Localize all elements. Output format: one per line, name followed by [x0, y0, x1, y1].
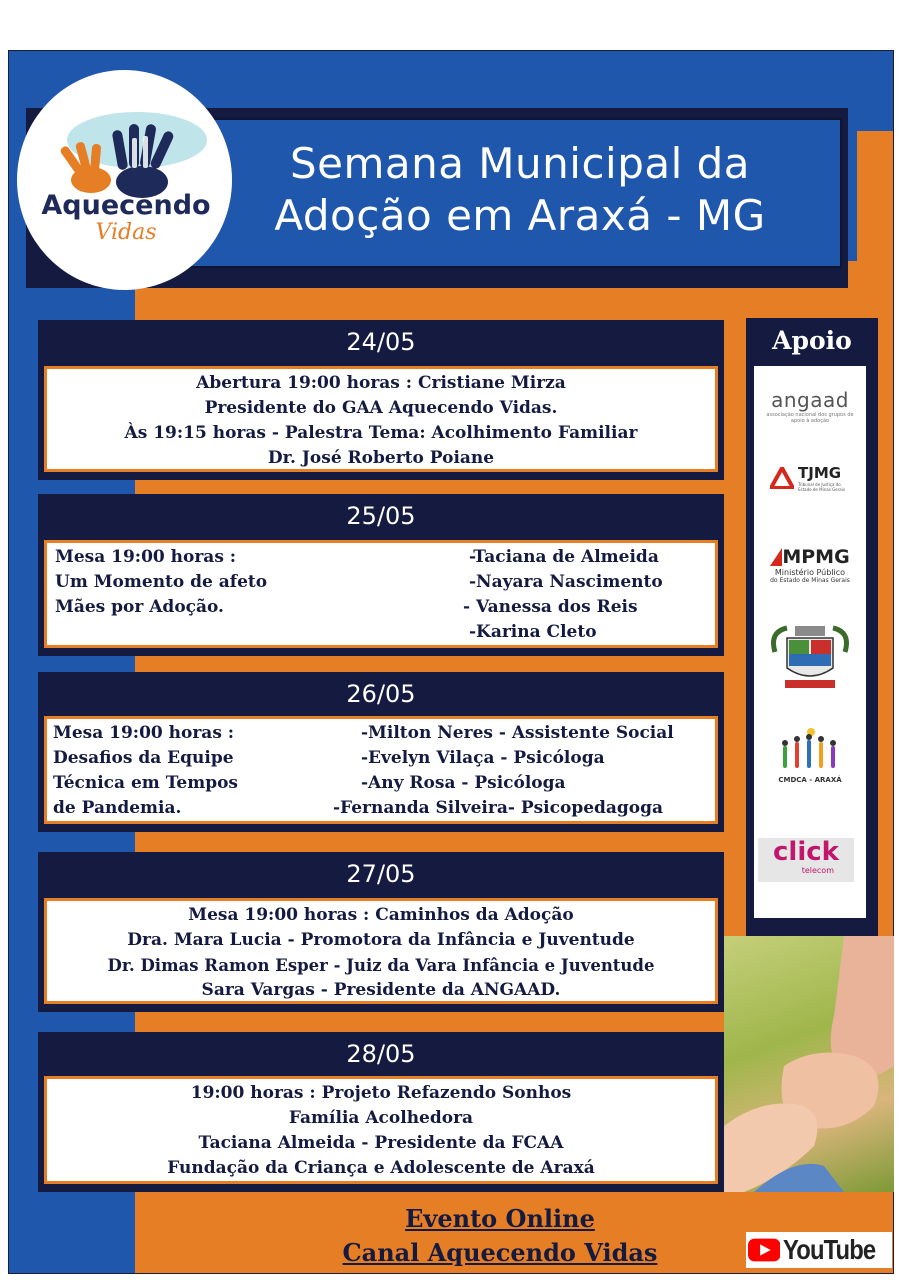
speaker-line: -Taciana de Almeida [469, 547, 659, 567]
sponsors-title: Apoio [772, 326, 852, 355]
detail-line: Dr. José Roberto Poiane [267, 448, 495, 468]
event-online-label: Evento Online [405, 1204, 595, 1233]
sponsors-panel [746, 318, 878, 936]
speaker-line: -Milton Neres - Assistente Social [361, 723, 674, 743]
logo-text-vidas: Vidas [95, 220, 157, 245]
speaker-line: -Any Rosa - Psicóloga [361, 773, 566, 793]
sponsor-tjmg-logo [760, 464, 860, 492]
title-line-1: Semana Municipal da [289, 139, 751, 188]
day-date: 25/05 [346, 502, 416, 530]
day-details [44, 898, 718, 1004]
araxa-coat-of-arms-icon [760, 622, 860, 698]
detail-line: Sara Vargas - Presidente da ANGAAD. [201, 980, 561, 1000]
detail-line: Presidente do GAA Aquecendo Vidas. [204, 398, 558, 418]
detail-line: Mesa 19:00 horas : Caminhos da Adoção [188, 905, 574, 925]
sponsor-click-logo [758, 838, 854, 882]
children-icon [775, 726, 845, 772]
topic-column [53, 721, 238, 821]
background-orange-strip [857, 131, 894, 271]
speaker-line: -Nayara Nascimento [469, 572, 663, 592]
sponsor-angaad-name: angaad [771, 388, 849, 412]
day-details [44, 540, 718, 648]
sponsor-cmdca-logo [760, 726, 860, 784]
detail-line: Taciana Almeida - Presidente da FCAA [198, 1133, 564, 1153]
detail-line: 19:00 horas : Projeto Refazendo Sonhos [190, 1083, 572, 1103]
logo [17, 70, 232, 290]
detail-line: Dr. Dimas Ramon Esper - Juiz da Vara Infância e Juventude [107, 956, 655, 975]
day-card-26-05 [38, 672, 724, 832]
day-date: 24/05 [346, 328, 416, 356]
youtube-logo[interactable] [746, 1232, 892, 1268]
topic-column [55, 545, 267, 620]
youtube-wordmark: YouTube [783, 1234, 876, 1265]
topic-line: de Pandemia. [53, 798, 182, 818]
speaker-line: -Fernanda Silveira- Psicopedagoga [333, 798, 664, 818]
detail-line: Família Acolhedora [288, 1108, 474, 1128]
speaker-line: -Evelyn Vilaça - Psicóloga [361, 748, 605, 768]
day-card-24-05 [38, 320, 724, 480]
speaker-line: - Vanessa dos Reis [463, 597, 638, 617]
logo-text-aquecendo: Aquecendo [41, 190, 211, 221]
day-card-27-05 [38, 852, 724, 1012]
day-details [44, 716, 718, 824]
topic-line: Um Momento de afeto [55, 572, 268, 592]
holding-hands-photo [724, 936, 894, 1192]
topic-line: Mesa 19:00 horas : [53, 723, 235, 743]
tjmg-triangle-icon [770, 467, 794, 489]
sponsor-mpmg-name: MPMG [782, 546, 850, 568]
sponsor-tjmg-name: TJMG [798, 464, 842, 482]
sponsor-mpmg-tagline-1: Ministério Público [774, 568, 846, 577]
topic-line: Técnica em Tempos [53, 773, 238, 793]
sponsors-list [754, 366, 866, 918]
speakers-column [463, 545, 663, 645]
sponsor-click-name: click [773, 837, 839, 867]
sponsor-mpmg-tagline-2: do Estado de Minas Gerais [770, 577, 850, 584]
youtube-play-icon [748, 1235, 780, 1265]
sponsor-tjmg-tagline: Tribunal de Justiça do Estado de Minas Gerais [798, 482, 845, 492]
sponsor-angaad-logo [760, 388, 860, 424]
day-card-28-05 [38, 1032, 724, 1192]
mpmg-triangle-icon [770, 548, 782, 566]
day-details [44, 1076, 718, 1184]
topic-line: Mães por Adoção. [55, 597, 224, 617]
sponsor-cmdca-name: CMDCA - ARAXÁ [778, 776, 842, 784]
title-line-2: Adoção em Araxá - MG [274, 191, 766, 240]
sponsor-click-tagline: telecom [801, 866, 834, 875]
page-title [200, 138, 840, 242]
speaker-line: -Karina Cleto [469, 622, 597, 642]
speakers-column [333, 721, 674, 821]
day-date: 26/05 [346, 680, 416, 708]
day-date: 27/05 [346, 860, 416, 888]
detail-line: Às 19:15 horas - Palestra Tema: Acolhimento Familiar [124, 423, 638, 443]
day-card-25-05 [38, 494, 724, 656]
sponsor-mpmg-logo [760, 546, 860, 584]
day-date: 28/05 [346, 1040, 416, 1068]
holding-hands-image [724, 936, 894, 1192]
topic-line: Desafios da Equipe [53, 748, 234, 768]
day-details [44, 366, 718, 472]
detail-line: Abertura 19:00 horas : Cristiane Mirza [196, 373, 566, 393]
topic-line: Mesa 19:00 horas : [55, 547, 237, 567]
channel-link[interactable]: Canal Aquecendo Vidas [342, 1238, 658, 1267]
sponsor-angaad-tagline: associação nacional dos grupos de apoio à adoção [766, 412, 854, 424]
detail-line: Fundação da Criança e Adolescente de Araxá [167, 1158, 595, 1178]
detail-line: Dra. Mara Lucia - Promotora da Infância e Juventude [127, 930, 635, 950]
